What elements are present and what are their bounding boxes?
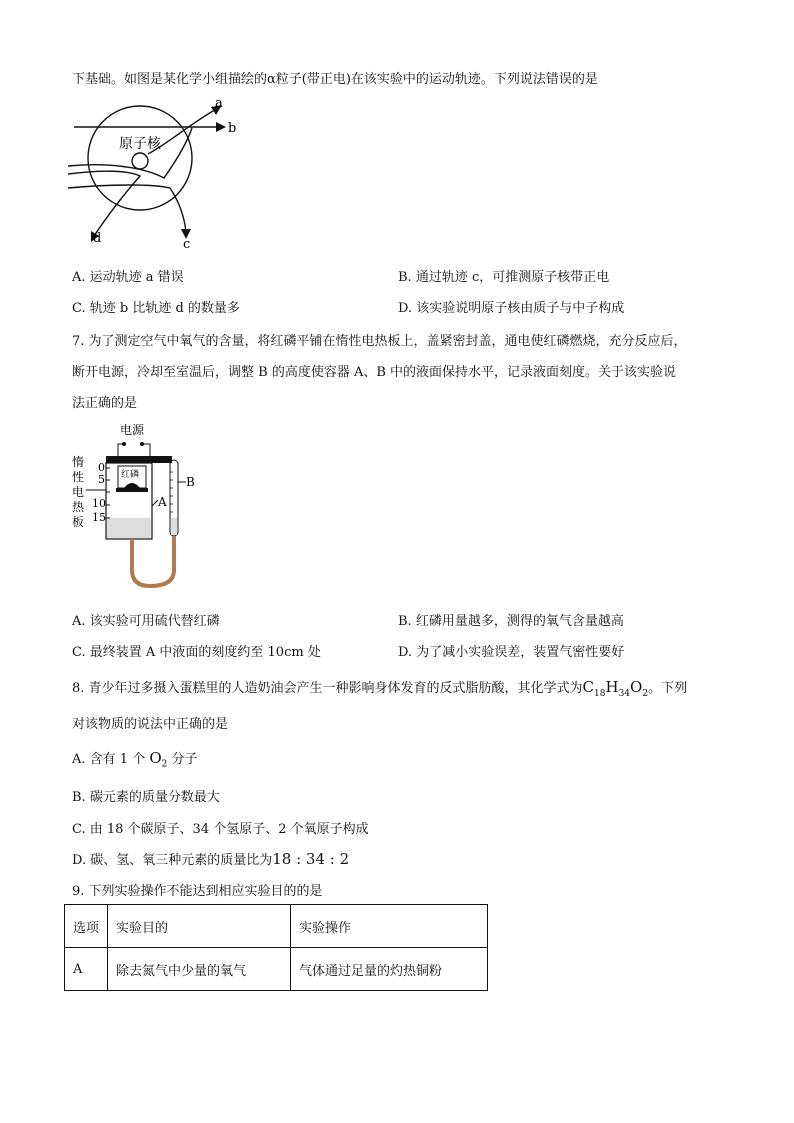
sealed-lid [106,456,172,463]
nucleus-circle [132,153,148,169]
header-option: 选项 [65,905,108,948]
q8-option-a: A. 含有 1 个 $O_2$ 分子 [72,749,198,770]
q6-intro: 下基础。如图是某化学小组描绘的α粒子(带正电)在该实验中的运动轨迹。下列说法错误的是 [72,72,598,87]
rubber-tube [132,536,174,586]
q8-line-2: 对该物质的说法中正确的是 [72,717,229,732]
q7-line-1: 7. 为了测定空气中氧气的含量，将红磷平铺在惰性电热板上，盖紧密封盖，通电使红磷燃烧，充分反应后， [72,334,687,349]
tube-b-liquid [171,518,177,535]
table-header-row [65,905,488,948]
scale-0: 0 [98,461,105,474]
path-d-label: d [93,231,102,246]
side-label-4: 热 [72,500,85,514]
scale-15: 15 [92,511,106,524]
path-b-label: b [228,121,237,136]
phosphorus-label: 红磷 [121,470,140,480]
container-a-liquid [107,518,151,538]
path-c-label: c [183,237,191,252]
q7-option-c: C. 最终装置 A 中液面的刻度约至 10cm 处 [72,645,321,660]
q8-line-1-text: 8. 青少年过多摄入蛋糕里的人造奶油会产生一种影响身体发育的反式脂肪酸，其化学式为 [72,681,583,696]
q6-figure [60,96,250,252]
cell-operation: 气体通过足量的灼热铜粉 [291,948,488,991]
side-label-5: 板 [72,515,85,529]
q7-option-a: A. 该实验可用硫代替红磷 [72,614,220,629]
scale-5: 5 [98,473,105,486]
side-label-3: 电 [72,485,85,499]
alpha-scattering-diagram [68,106,220,236]
q6-option-c: C. 轨迹 b 比轨迹 d 的数量多 [72,301,240,316]
arrow-b-icon [216,122,226,132]
q7-line-3: 法正确的是 [72,396,138,411]
q8-option-b: B. 碳元素的质量分数最大 [72,790,220,805]
side-label-2: 性 [72,470,85,484]
side-label-1: 惰 [72,455,85,469]
q7-figure [70,420,210,592]
q8-option-d: D. 碳、氢、氧三种元素的质量比为18 : 34 : 2 [72,850,350,868]
scale-10: 10 [92,497,106,510]
power-label: 电源 [120,423,145,437]
q7-line-2: 断开电源，冷却至室温后，调整 B 的高度使容器 A、B 中的液面保持水平，记录液面刻度。关于该实验说 [72,365,677,380]
q7-option-b: B. 红磷用量越多，测得的氧气含量越高 [398,614,624,629]
q6-option-d: D. 该实验说明原子核由质子与中子构成 [398,301,625,316]
header-operation: 实验操作 [291,905,488,948]
q8-line-1-end: 。下列 [648,681,688,696]
q6-option-b: B. 通过轨迹 c，可推测原子核带正电 [398,270,610,285]
arrowheads [91,105,226,242]
cell-purpose: 除去氮气中少量的氧气 [108,948,291,991]
header-purpose: 实验目的 [108,905,291,948]
container-a-label: A [158,495,167,509]
q9-table [64,904,488,991]
path-a-label: a [215,96,223,111]
cell-option: A [65,948,108,991]
path-d [68,171,140,236]
q7-option-d: D. 为了减小实验误差，装置气密性要好 [398,645,625,660]
q8-option-c: C. 由 18 个碳原子、34 个氢原子、2 个氧原子构成 [72,822,369,837]
nucleus-label: 原子核 [119,136,161,152]
q6-option-a: A. 运动轨迹 a 错误 [72,270,184,285]
q8-formula: $C_{18}H_{34}O_2$ [582,678,649,699]
q8-line-1 [72,677,687,699]
heating-plate [116,488,148,492]
tube-b-label: B [186,475,195,489]
table-row [65,948,488,991]
q9-stem: 9. 下列实验操作不能达到相应实验目的的是 [72,884,323,899]
